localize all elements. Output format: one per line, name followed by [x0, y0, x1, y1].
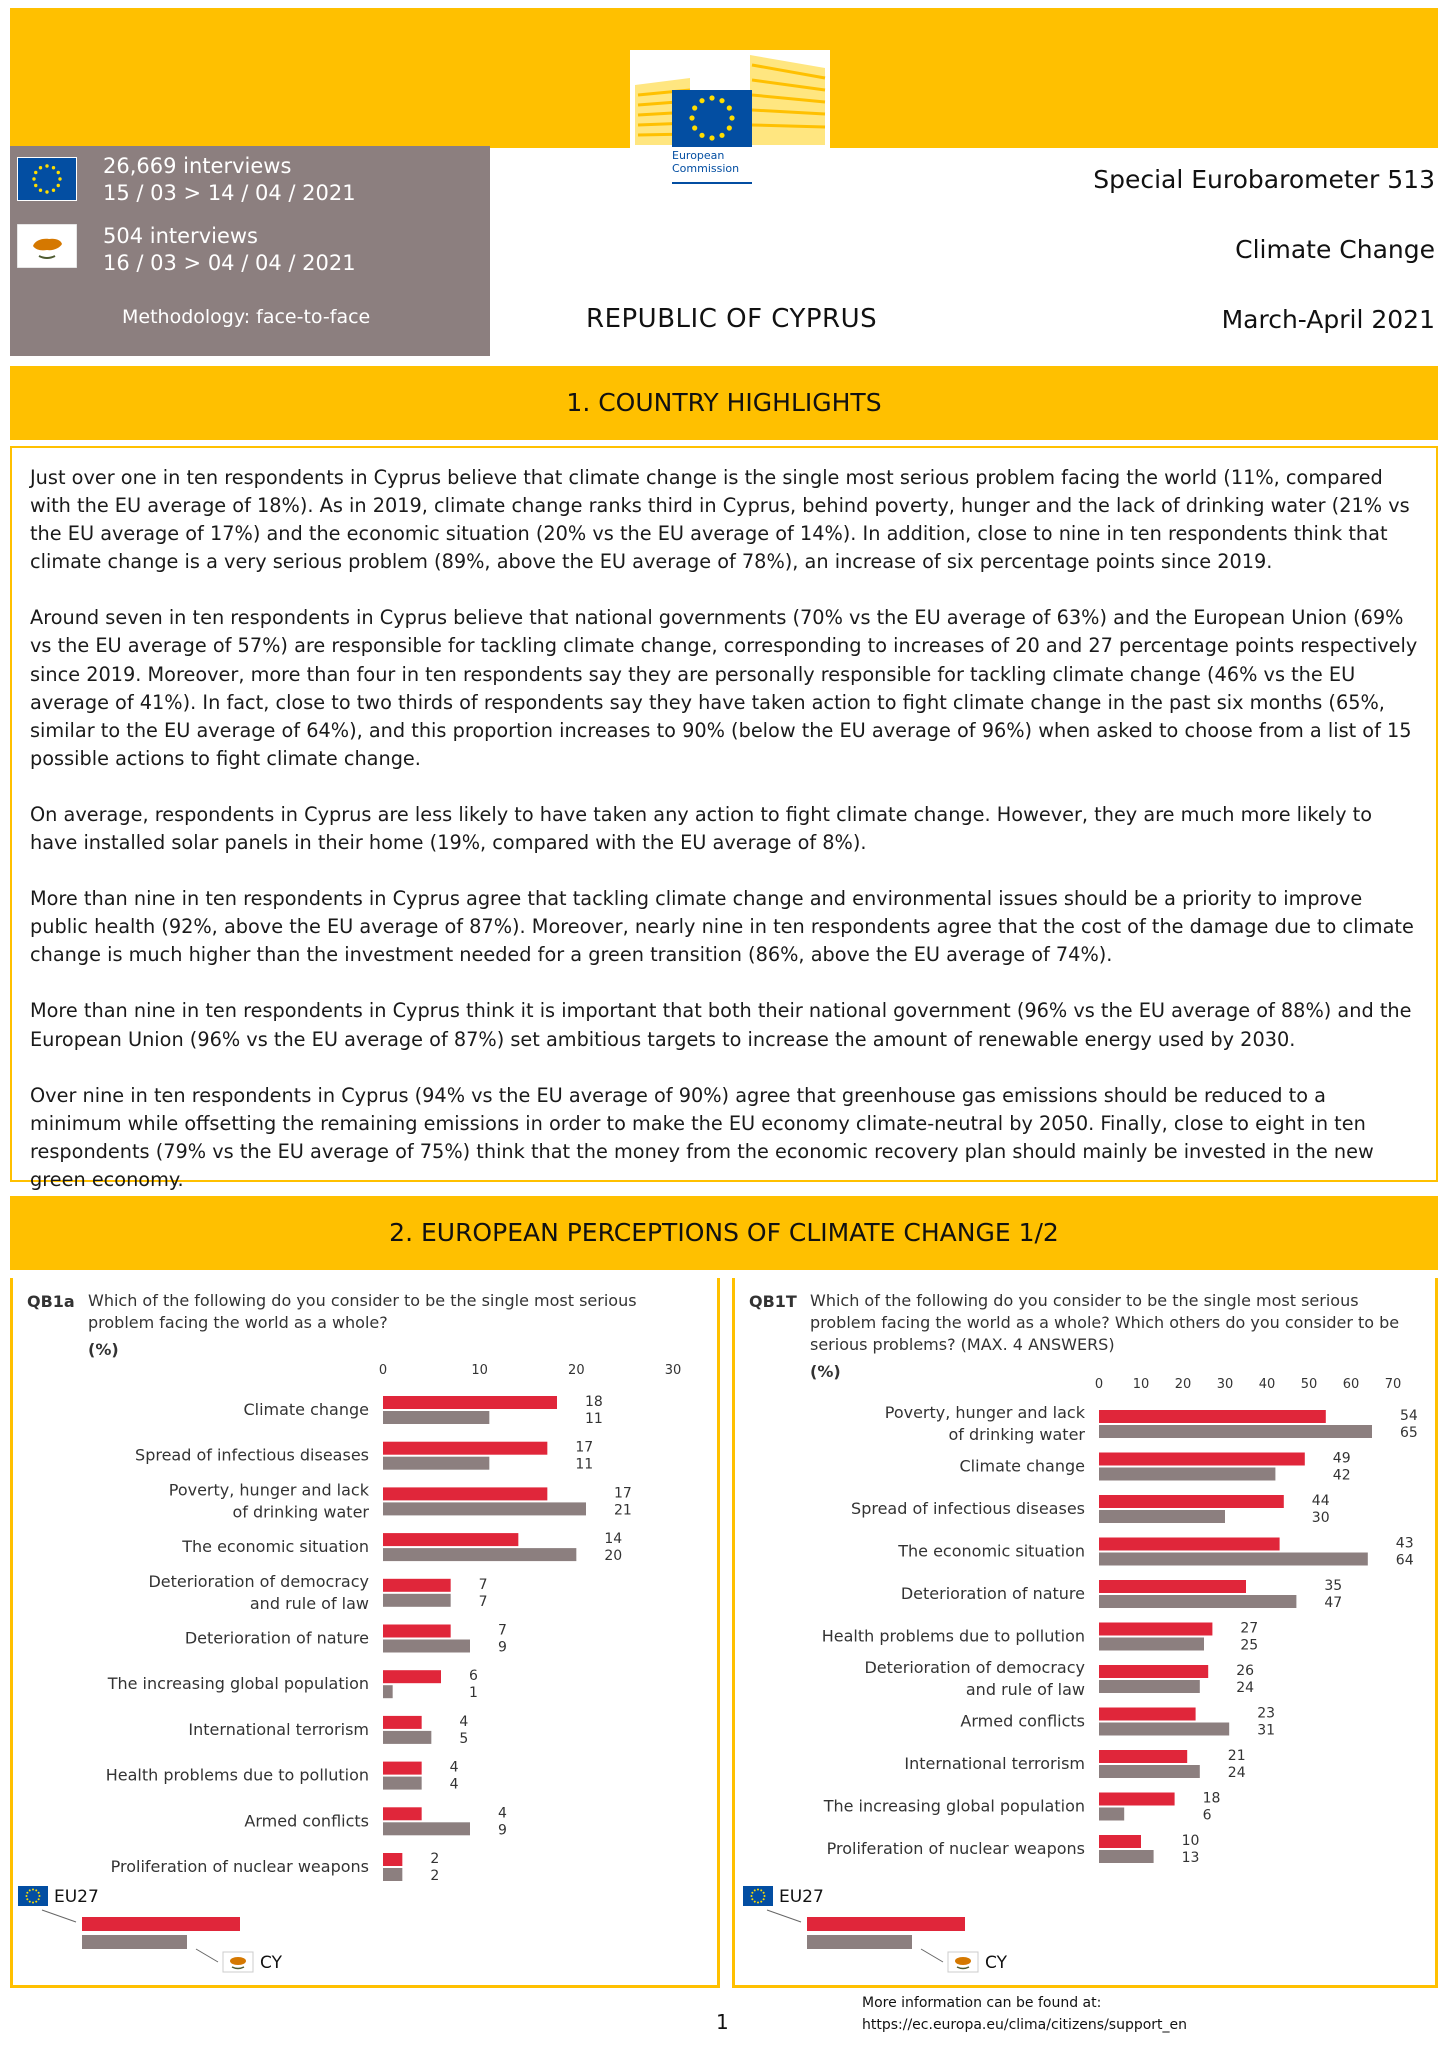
category-label: Spread of infectious diseases [135, 1445, 369, 1465]
interview-info-box [10, 146, 490, 356]
category-label: Climate change [959, 1456, 1085, 1476]
data-label-cy: 9 [498, 1822, 507, 1839]
bar-eu27 [383, 1716, 422, 1729]
category-label: and rule of law [965, 1680, 1085, 1699]
highlight-paragraph-1: Just over one in ten respondents in Cyprus believe that climate change is the single most serious problem facing the world (11%, compared with the EU average of 18%). As in 2019, climate change ranks third in Cyprus, behind poverty, hunger and the lack of drinking water (21% vs the EU average of 17%) and the economic situation (20% vs the EU average of 14%). In addition, close to nine in ten respondents think that climate change is a very serious problem (89%, above the EU average of 78%), an increase of six percentage points since 2019. [30, 466, 1410, 574]
category-label: Poverty, hunger and lack [884, 1403, 1085, 1422]
bar-eu27 [383, 1807, 422, 1820]
data-label-eu27: 18 [585, 1394, 603, 1410]
highlight-paragraph-5: More than nine in ten respondents in Cyprus think it is important that both their national government (96% vs the EU average of 88%) and the European Union (96% vs the EU average of 87%) set ambitious targets to increase the amount of renewable energy used by 2030. [30, 999, 1412, 1051]
category-label: Health problems due to pollution [105, 1765, 369, 1785]
bar-cy [383, 1685, 393, 1698]
data-label-cy: 6 [1202, 1807, 1212, 1824]
data-label-cy: 1 [469, 1685, 478, 1702]
cyprus-flag-icon [223, 1952, 253, 1972]
data-label-cy: 4 [449, 1776, 459, 1793]
axis-tick-label: 0 [378, 1363, 388, 1378]
axis-tick-label: 70 [1384, 1377, 1402, 1392]
category-label: Climate change [243, 1400, 369, 1419]
bar-cy [1099, 1468, 1275, 1481]
more-info-link[interactable]: https://ec.europa.eu/clima/citizens/support_en [862, 2017, 1188, 2033]
bar-eu27 [383, 1762, 422, 1775]
bar-cy [383, 1822, 470, 1835]
logo-caption-line2: Commission [672, 162, 740, 175]
data-label-eu27: 43 [1395, 1535, 1414, 1552]
category-label: International terrorism [904, 1754, 1085, 1773]
category-label: The economic situation [182, 1537, 369, 1557]
data-label-eu27: 35 [1324, 1578, 1343, 1594]
data-label-cy: 65 [1400, 1425, 1418, 1441]
qb1a-question-line2: problem facing the world as a whole? [88, 1313, 388, 1332]
qb1t-question-line2: problem facing the world as a whole? Which others do you consider to be [810, 1313, 1400, 1332]
legend-cy-label: CY [985, 1953, 1007, 1973]
eu-interviews: 26,669 interviews [103, 154, 292, 178]
axis-tick-label: 40 [1258, 1377, 1276, 1392]
bar-eu27 [1099, 1750, 1187, 1763]
data-label-eu27: 17 [614, 1485, 632, 1502]
chart-qb1a [10, 1278, 720, 1988]
bar-cy [1099, 1638, 1204, 1651]
section2-header [10, 1196, 1438, 1270]
bar-cy [383, 1640, 470, 1653]
axis-tick-label: 20 [1174, 1377, 1192, 1392]
qb1t-plot [735, 1278, 1441, 1988]
category-label: The economic situation [898, 1541, 1085, 1561]
bar-eu27 [1099, 1410, 1326, 1423]
category-label: and rule of law [249, 1593, 369, 1613]
country-highlights-text [10, 446, 1438, 1191]
legend-cy-label: CY [260, 1953, 282, 1973]
bar-eu27 [383, 1442, 547, 1455]
eu-flag-icon [743, 1886, 773, 1906]
legend-eu27-swatch [82, 1917, 240, 1931]
data-label-eu27: 10 [1181, 1833, 1200, 1849]
bar-cy [1099, 1595, 1296, 1608]
data-label-eu27: 27 [1240, 1620, 1259, 1637]
survey-topic: Climate Change [1235, 235, 1435, 264]
chart-qb1t [732, 1278, 1438, 1988]
bar-cy [383, 1411, 489, 1424]
survey-period: March-April 2021 [1221, 305, 1435, 334]
category-label: Deterioration of nature [184, 1628, 369, 1648]
category-label: Proliferation of nuclear weapons [110, 1857, 369, 1876]
highlight-paragraph-3: On average, respondents in Cyprus are less likely to have taken any action to fight climate change. However, they are much more likely to have installed solar panels in their home (19%, compared with the EU average of 8%). [30, 802, 1372, 855]
eu-dates: 15 / 03 > 14 / 04 / 2021 [103, 181, 356, 205]
data-label-eu27: 44 [1311, 1493, 1330, 1509]
page-number: 1 [716, 2010, 729, 2034]
category-label: Armed conflicts [244, 1811, 369, 1831]
data-label-cy: 2 [430, 1868, 440, 1884]
data-label-eu27: 21 [1227, 1748, 1246, 1764]
category-label: of drinking water [232, 1502, 369, 1522]
bar-cy [383, 1594, 451, 1607]
axis-tick-label: 50 [1300, 1377, 1318, 1392]
qb1t-question-line3: serious problems? (MAX. 4 ANSWERS) [810, 1335, 1115, 1354]
category-label: of drinking water [948, 1425, 1085, 1444]
eu-flag-icon [18, 1886, 48, 1906]
bar-cy [1099, 1510, 1225, 1523]
data-label-cy: 20 [604, 1548, 623, 1565]
bar-cy [383, 1777, 422, 1790]
data-label-eu27: 4 [449, 1759, 459, 1776]
highlight-paragraph-2: Around seven in ten respondents in Cyprus believe that national governments (70% vs the EU average of 63%) and the European Union (69% vs the EU average of 57%) are responsible for tackling climate change, corresponding to increases of 20 and 27 percentage points respectively since 2019. Moreover, more than four in ten respondents say they are personally responsible for tackling climate change (46% vs the EU average of 41%). In fact, close to two thirds of respondents say they have taken action to fight climate change in the past six months (65%, similar to the EU average of 64%), and this proportion increases to 90% (below the EU average of 96%) when asked to choose from a list of 15 possible actions to fight climate change. [30, 606, 1418, 770]
bar-eu27 [383, 1670, 441, 1683]
legend-eu27-label: EU27 [779, 1887, 824, 1907]
bar-cy [383, 1731, 431, 1744]
bar-eu27 [1099, 1835, 1141, 1848]
data-label-cy: 64 [1395, 1552, 1414, 1569]
cy-dates: 16 / 03 > 04 / 04 / 2021 [103, 251, 356, 275]
cy-interviews: 504 interviews [103, 224, 258, 248]
bar-eu27 [383, 1396, 557, 1409]
bar-eu27 [1099, 1453, 1305, 1466]
category-label: The increasing global population [107, 1674, 369, 1694]
data-label-cy: 21 [614, 1502, 632, 1519]
data-label-eu27: 54 [1400, 1408, 1418, 1424]
european-commission-logo [630, 50, 830, 190]
data-label-cy: 47 [1324, 1595, 1343, 1611]
bar-eu27 [1099, 1708, 1196, 1721]
bar-cy [1099, 1425, 1372, 1438]
data-label-cy: 13 [1181, 1850, 1200, 1866]
data-label-cy: 30 [1311, 1510, 1330, 1526]
data-label-eu27: 18 [1202, 1790, 1221, 1807]
qb1a-unit: (%) [88, 1340, 119, 1359]
cyprus-flag-icon [17, 224, 77, 268]
data-label-cy: 5 [459, 1730, 469, 1747]
data-label-cy: 11 [585, 1411, 603, 1427]
category-label: Deterioration of democracy [864, 1658, 1085, 1677]
category-label: Deterioration of democracy [148, 1571, 369, 1591]
bar-cy [1099, 1680, 1200, 1693]
data-label-eu27: 4 [459, 1713, 469, 1730]
bar-eu27 [383, 1579, 451, 1592]
bar-eu27 [383, 1853, 402, 1866]
category-label: Deterioration of nature [900, 1584, 1085, 1603]
bar-eu27 [1099, 1665, 1208, 1678]
data-label-eu27: 4 [498, 1805, 507, 1822]
category-label: Spread of infectious diseases [851, 1499, 1085, 1518]
highlight-paragraph-6: Over nine in ten respondents in Cyprus (94% vs the EU average of 90%) agree that greenhouse gas emissions should be reduced to a minimum while offsetting the remaining emissions in order to make the EU economy climate-neutral by 2050. Finally, close to eight in ten respondents (79% vs the EU average of 75%) think that the money from the economic recovery plan should mainly be invested in the new green economy. [30, 1083, 1374, 1191]
data-label-cy: 9 [498, 1639, 507, 1656]
bar-eu27 [1099, 1580, 1246, 1593]
qb1a-plot [13, 1278, 723, 1988]
data-label-eu27: 7 [478, 1576, 488, 1593]
data-label-cy: 24 [1236, 1680, 1255, 1696]
axis-tick-label: 10 [471, 1363, 488, 1378]
bar-eu27 [383, 1487, 547, 1500]
bar-cy [1099, 1808, 1124, 1821]
highlight-paragraph-4: More than nine in ten respondents in Cyprus agree that tackling climate change and environmental issues should be a priority to improve public health (92%, above the EU average of 87%). Moreover, nearly nine in ten respondents agree that the cost of the damage due to climate change is much higher than the investment needed for a green transition (86%, above the EU average of 74%). [30, 887, 1414, 967]
category-label: Poverty, hunger and lack [168, 1480, 369, 1500]
qb1a-code: QB1a [27, 1292, 75, 1311]
bar-cy [383, 1868, 402, 1881]
data-label-cy: 25 [1240, 1637, 1259, 1654]
bar-cy [383, 1502, 586, 1515]
data-label-eu27: 2 [430, 1851, 440, 1867]
data-label-eu27: 14 [604, 1531, 623, 1548]
bar-eu27 [383, 1625, 451, 1638]
data-label-cy: 7 [478, 1593, 488, 1610]
country-name: REPUBLIC OF CYPRUS [586, 304, 878, 334]
qb1t-question-line1: Which of the following do you consider to be the single most serious [810, 1291, 1359, 1310]
section1-title: 1. COUNTRY HIGHLIGHTS [566, 388, 882, 417]
data-label-cy: 11 [575, 1456, 594, 1473]
bar-cy [1099, 1850, 1154, 1863]
axis-tick-label: 0 [1094, 1377, 1104, 1392]
data-label-cy: 31 [1257, 1722, 1276, 1739]
data-label-eu27: 6 [469, 1668, 478, 1685]
bar-eu27 [1099, 1538, 1280, 1551]
category-label: Health problems due to pollution [821, 1626, 1085, 1646]
data-label-cy: 42 [1332, 1467, 1351, 1484]
legend-cy-swatch [807, 1935, 912, 1949]
category-label: Proliferation of nuclear weapons [826, 1839, 1085, 1858]
data-label-eu27: 17 [575, 1439, 594, 1456]
bar-cy [1099, 1553, 1368, 1566]
survey-title: Special Eurobarometer 513 [1093, 165, 1435, 194]
data-label-eu27: 23 [1257, 1705, 1276, 1722]
data-label-cy: 24 [1227, 1765, 1246, 1781]
legend-eu27-label: EU27 [54, 1887, 99, 1907]
bar-cy [383, 1457, 489, 1470]
axis-tick-label: 30 [664, 1363, 682, 1378]
legend-cy-swatch [82, 1935, 187, 1949]
logo-caption-line1: European [672, 149, 725, 162]
axis-tick-label: 30 [1216, 1377, 1234, 1392]
category-label: The increasing global population [823, 1796, 1085, 1816]
qb1a-question-line1: Which of the following do you consider to be the single most serious [88, 1291, 637, 1310]
more-info-label: More information can be found at: [862, 1995, 1102, 2011]
data-label-eu27: 26 [1236, 1663, 1255, 1679]
data-label-eu27: 7 [498, 1622, 507, 1639]
axis-tick-label: 20 [568, 1363, 585, 1378]
methodology-label: Methodology: face-to-face [122, 306, 371, 328]
category-label: Armed conflicts [960, 1711, 1085, 1731]
bar-eu27 [1099, 1793, 1175, 1806]
section1-header [10, 366, 1438, 440]
axis-tick-label: 60 [1342, 1377, 1360, 1392]
legend-eu27-swatch [807, 1917, 965, 1931]
eu-flag-icon [17, 157, 77, 201]
section2-title: 2. EUROPEAN PERCEPTIONS OF CLIMATE CHANGE 1/2 [389, 1218, 1059, 1247]
axis-tick-label: 10 [1132, 1377, 1150, 1392]
bar-eu27 [1099, 1495, 1284, 1508]
data-label-eu27: 49 [1332, 1450, 1351, 1467]
bar-cy [383, 1548, 576, 1561]
cyprus-flag-icon [948, 1952, 978, 1972]
bar-eu27 [383, 1533, 518, 1546]
category-label: International terrorism [188, 1719, 369, 1739]
bar-cy [1099, 1723, 1229, 1736]
qb1t-unit: (%) [810, 1362, 841, 1381]
qb1t-code: QB1T [749, 1292, 797, 1311]
more-info [862, 1992, 1187, 2036]
bar-eu27 [1099, 1623, 1212, 1636]
bar-cy [1099, 1765, 1200, 1778]
